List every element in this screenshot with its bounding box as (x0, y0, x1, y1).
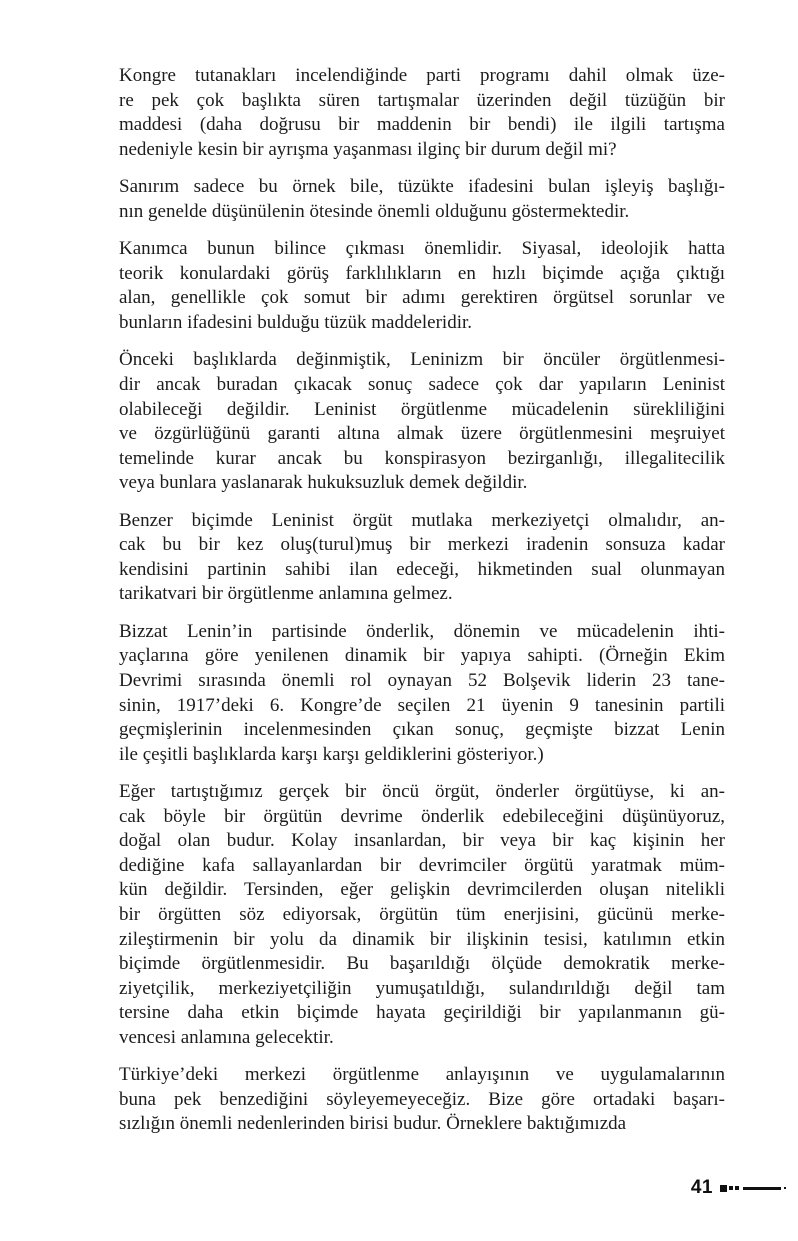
text-line: dediğine kafa sallayanlardan bir devrimciler örgütü yaratmak müm- (119, 854, 725, 876)
text-line: Önceki başlıklarda değinmiştik, Leninizm bir öncüler örgütlenmesi- (119, 349, 725, 371)
text-line: sinin, 1917’deki 6. Kongre’de seçilen 21 üyenin 9 tanesinin partili (119, 694, 725, 716)
ornament-square-icon (729, 1186, 733, 1190)
paragraph (119, 780, 725, 1050)
text-line: nedeniyle kesin bir ayrışma yaşanması ilginç bir durum değil mi? (119, 138, 617, 160)
text-line: kendisini partinin sahibi ilan edeceği, hikmetinden sual olunmayan (119, 558, 725, 580)
paragraph (119, 1063, 725, 1137)
text-line: doğal olan budur. Kolay insanlardan, bir veya bir kaç kişinin her (119, 830, 725, 852)
text-line: cak böyle bir örgütün devrime önderlik edebileceğini düşünüyoruz, (119, 805, 725, 827)
ornament-dot (784, 1187, 786, 1189)
text-line: temelinde kurar ancak bu konspirasyon bezirganlığı, illegalitecilik (119, 447, 725, 469)
text-line: biçimde örgütlenmesidir. Bu başarıldığı ölçüde demokratik merke- (119, 953, 725, 975)
paragraph (119, 348, 725, 495)
page-footer (691, 1177, 786, 1199)
text-line: Devrimi sırasında önemli rol oynayan 52 Bolşevik liderin 23 tane- (119, 670, 725, 692)
text-line: buna pek benzediğini söyleyemeyeceğiz. Bize göre ortadaki başarı- (119, 1088, 725, 1110)
text-line: Kongre tutanakları incelendiğinde parti programı dahil olmak üze- (119, 65, 725, 86)
text-line: dir ancak buradan çıkacak sonuç sadece çok dar yapıların Leninist (119, 374, 725, 396)
text-line: tarikatvari bir örgütlenme anlamına gelmez. (119, 583, 453, 605)
text-line: zileştirmenin bir yolu da dinamik bir ilişkinin tesisi, katılımın etkin (119, 928, 725, 950)
ornament-rule (743, 1187, 781, 1190)
paragraph (119, 620, 725, 767)
paragraph (119, 237, 725, 335)
text-line: veya bunlara yaslanarak hukuksuzluk demek değildir. (119, 472, 528, 494)
text-line: Bizzat Lenin’in partisinde önderlik, dönemin ve mücadelenin ihti- (119, 620, 725, 642)
text-line: alan, genellikle çok somut bir adımı gerektiren örgütsel sorunlar ve (119, 287, 725, 309)
text-line: nın genelde düşünülenin ötesinde önemli olduğunu göstermektedir. (119, 200, 630, 222)
paragraph (119, 64, 725, 162)
text-line: bunların ifadesini bulduğu tüzük maddeleridir. (119, 311, 473, 333)
footer-ornament-icon (720, 1185, 786, 1192)
text-line: bir örgütten söz ediyorsak, örgütün tüm enerjisini, gücünü merke- (119, 903, 725, 925)
text-line: geçmişlerinin incelenmesinden çıkan sonuç, geçmişte bizzat Lenin (119, 719, 725, 741)
text-line: maddesi (daha doğrusu bir maddenin bir bendi) ile ilgili tartışma (119, 114, 725, 136)
text-line: yaçlarına göre yenilenen dinamik bir yapıya sahipti. (Örneğin Ekim (119, 645, 725, 667)
text-line: Sanırım sadece bu örnek bile, tüzükte ifadesini bulan işleyiş başlığı- (119, 176, 725, 198)
text-line: cak bu bir kez oluş(turul)muş bir merkezi iradenin sonsuza kadar (119, 534, 725, 556)
paragraph (119, 509, 725, 607)
text-line: ve özgürlüğünü garanti altına almak üzere örgütlenmesini meşruiyet (119, 423, 725, 445)
text-line: Benzer biçimde Leninist örgüt mutlaka merkeziyetçi olmalıdır, an- (119, 509, 725, 531)
text-line: tersine daha etkin biçimde hayata geçirildiği bir yapılanmanın gü- (119, 1002, 725, 1024)
text-line: Eğer tartıştığımız gerçek bir öncü örgüt, önderler örgütüyse, ki an- (119, 781, 725, 803)
text-line: olabileceği değildir. Leninist örgütlenme mücadelenin sürekliliğini (119, 398, 725, 420)
ornament-square-icon (720, 1185, 727, 1192)
text-line: ile çeşitli başlıklarda karşı karşı geldiklerini gösteriyor.) (119, 743, 544, 765)
ornament-square-icon (735, 1186, 739, 1190)
page-number: 41 (690, 1177, 713, 1198)
text-line: Türkiye’deki merkezi örgütlenme anlayışının ve uygulamalarının (119, 1064, 725, 1086)
text-line: Kanımca bunun bilince çıkması önemlidir. Siyasal, ideolojik hatta (119, 238, 725, 260)
body-text (119, 64, 725, 1137)
text-line: sızlığın önemli nedenlerinden birisi budur. Örneklere baktığımızda (119, 1113, 627, 1135)
text-line: ziyetçilik, merkeziyetçiliğin yumuşatıldığı, sulandırıldığı değil tam (119, 977, 725, 999)
text-line: teorik konulardaki görüş farklılıkların en hızlı biçimde açığa çıktığı (119, 262, 725, 284)
paragraph (119, 175, 725, 224)
text-line: vencesi anlamına gelecektir. (119, 1026, 334, 1048)
text-line: re pek çok başlıkta süren tartışmalar üzerinden değil tüzüğün bir (119, 89, 725, 111)
text-line: kün değildir. Tersinden, eğer gelişkin devrimcilerden oluşan nitelikli (119, 879, 725, 901)
